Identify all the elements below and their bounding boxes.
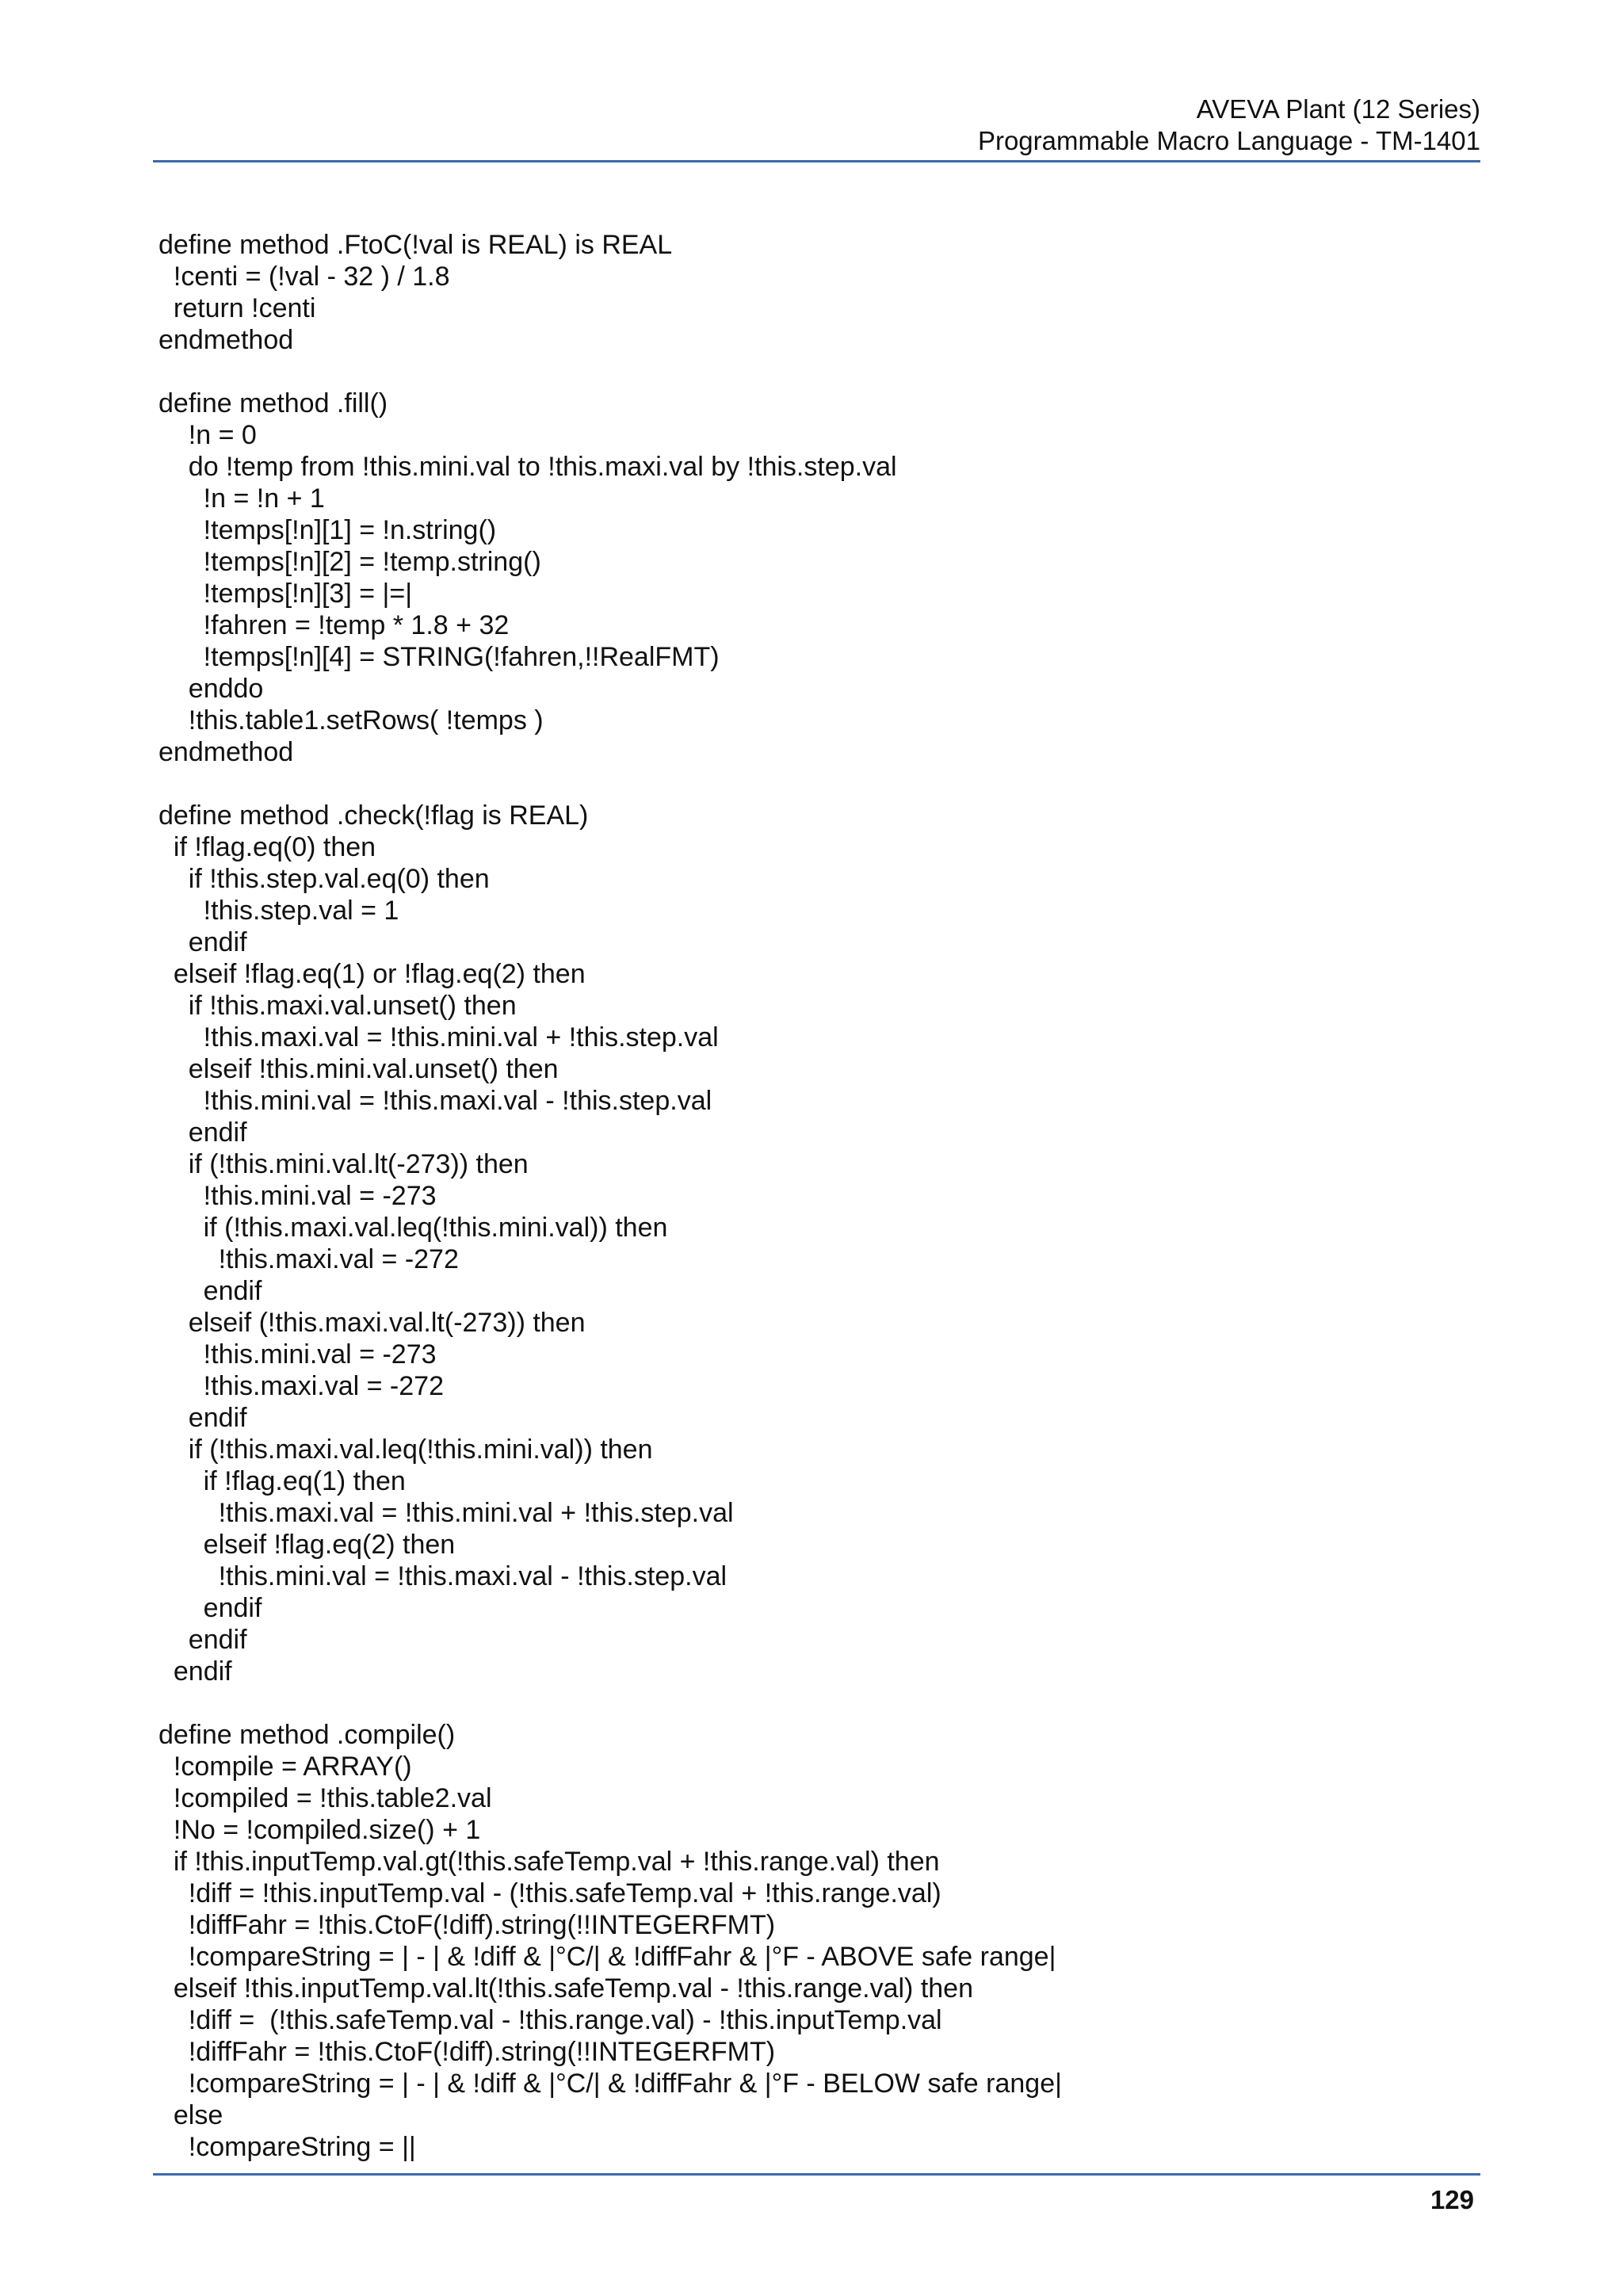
code-listing bbox=[158, 229, 1062, 2163]
code-line: do !temp from !this.mini.val to !this.maxi.val by !this.step.val bbox=[158, 452, 897, 482]
code-line: define method .check(!flag is REAL) bbox=[158, 800, 589, 831]
code-line: !this.maxi.val = !this.mini.val + !this.step.val bbox=[158, 1498, 734, 1528]
code-line: !temps[!n][1] = !n.string() bbox=[158, 515, 497, 545]
code-line: endif bbox=[158, 1117, 247, 1148]
code-line: if !flag.eq(1) then bbox=[158, 1466, 406, 1496]
code-line: !this.mini.val = !this.maxi.val - !this.step.val bbox=[158, 1086, 712, 1116]
code-line bbox=[158, 1687, 1062, 1719]
code-line: !this.step.val = 1 bbox=[158, 896, 399, 926]
code-line: endif bbox=[158, 1403, 247, 1433]
code-line: !compareString = | - | & !diff & |°C/| & !diffFahr & |°F - ABOVE safe range| bbox=[158, 1942, 1056, 1972]
code-line: !diff = (!this.safeTemp.val - !this.range.val) - !this.inputTemp.val bbox=[158, 2005, 942, 2035]
code-line: enddo bbox=[158, 674, 264, 704]
code-line: !temps[!n][2] = !temp.string() bbox=[158, 547, 541, 577]
code-line: !temps[!n][3] = |=| bbox=[158, 579, 413, 609]
header-product-title: AVEVA Plant (12 Series) bbox=[1196, 94, 1480, 124]
code-line: !diffFahr = !this.CtoF(!diff).string(!!INTEGERFMT) bbox=[158, 2037, 776, 2067]
code-line: !fahren = !temp * 1.8 + 32 bbox=[158, 610, 510, 640]
code-line: endif bbox=[158, 1656, 232, 1687]
code-line: elseif !this.mini.val.unset() then bbox=[158, 1054, 559, 1084]
code-line: if !this.step.val.eq(0) then bbox=[158, 864, 490, 894]
code-line: endif bbox=[158, 1593, 262, 1623]
code-line: !diffFahr = !this.CtoF(!diff).string(!!INTEGERFMT) bbox=[158, 1910, 776, 1940]
code-line: !this.maxi.val = -272 bbox=[158, 1244, 459, 1274]
header-course-title: Programmable Macro Language - TM-1401 bbox=[977, 126, 1480, 155]
code-line: if (!this.mini.val.lt(-273)) then bbox=[158, 1149, 529, 1179]
code-line: define method .FtoC(!val is REAL) is REAL bbox=[158, 230, 673, 260]
code-line: !diff = !this.inputTemp.val - (!this.safeTemp.val + !this.range.val) bbox=[158, 1878, 941, 1908]
footer-divider bbox=[153, 2173, 1480, 2176]
code-line: elseif (!this.maxi.val.lt(-273)) then bbox=[158, 1308, 586, 1338]
code-line: endif bbox=[158, 1625, 247, 1655]
code-line: return !centi bbox=[158, 293, 316, 323]
code-line: !this.mini.val = -273 bbox=[158, 1339, 437, 1370]
page-number: 129 bbox=[1430, 2185, 1474, 2214]
code-line: !this.maxi.val = !this.mini.val + !this.step.val bbox=[158, 1022, 719, 1052]
code-line: define method .fill() bbox=[158, 388, 388, 418]
code-line: !compareString = || bbox=[158, 2132, 416, 2162]
code-line: endmethod bbox=[158, 737, 294, 767]
code-line: !this.mini.val = !this.maxi.val - !this.step.val bbox=[158, 1561, 727, 1591]
code-line: elseif !this.inputTemp.val.lt(!this.safeTemp.val - !this.range.val) then bbox=[158, 1973, 974, 2004]
code-line: if (!this.maxi.val.leq(!this.mini.val)) then bbox=[158, 1213, 668, 1243]
code-line: elseif !flag.eq(1) or !flag.eq(2) then bbox=[158, 959, 586, 989]
code-line: !n = !n + 1 bbox=[158, 483, 325, 514]
code-line: !compiled = !this.table2.val bbox=[158, 1783, 492, 1813]
code-line: if !this.inputTemp.val.gt(!this.safeTemp.val + !this.range.val) then bbox=[158, 1847, 940, 1877]
code-line: !compile = ARRAY() bbox=[158, 1752, 412, 1782]
code-line bbox=[158, 768, 1062, 800]
page-header bbox=[978, 94, 1480, 157]
code-line: !temps[!n][4] = STRING(!fahren,!!RealFMT) bbox=[158, 642, 720, 672]
code-line: endif bbox=[158, 1276, 262, 1306]
code-line: endmethod bbox=[158, 325, 294, 355]
code-line: if (!this.maxi.val.leq(!this.mini.val)) then bbox=[158, 1435, 653, 1465]
code-line: endif bbox=[158, 927, 247, 957]
code-line: !centi = (!val - 32 ) / 1.8 bbox=[158, 262, 450, 292]
code-line: if !flag.eq(0) then bbox=[158, 832, 376, 862]
code-line: !this.table1.setRows( !temps ) bbox=[158, 705, 544, 735]
code-line: !No = !compiled.size() + 1 bbox=[158, 1815, 481, 1845]
code-line: !this.mini.val = -273 bbox=[158, 1181, 437, 1211]
code-line: elseif !flag.eq(2) then bbox=[158, 1530, 456, 1560]
code-line: else bbox=[158, 2100, 223, 2130]
code-line: if !this.maxi.val.unset() then bbox=[158, 991, 517, 1021]
code-line: define method .compile() bbox=[158, 1720, 456, 1750]
code-line bbox=[158, 356, 1062, 388]
code-line: !this.maxi.val = -272 bbox=[158, 1371, 444, 1401]
code-line: !compareString = | - | & !diff & |°C/| & !diffFahr & |°F - BELOW safe range| bbox=[158, 2069, 1062, 2099]
header-divider bbox=[153, 160, 1480, 162]
code-line: !n = 0 bbox=[158, 420, 257, 450]
